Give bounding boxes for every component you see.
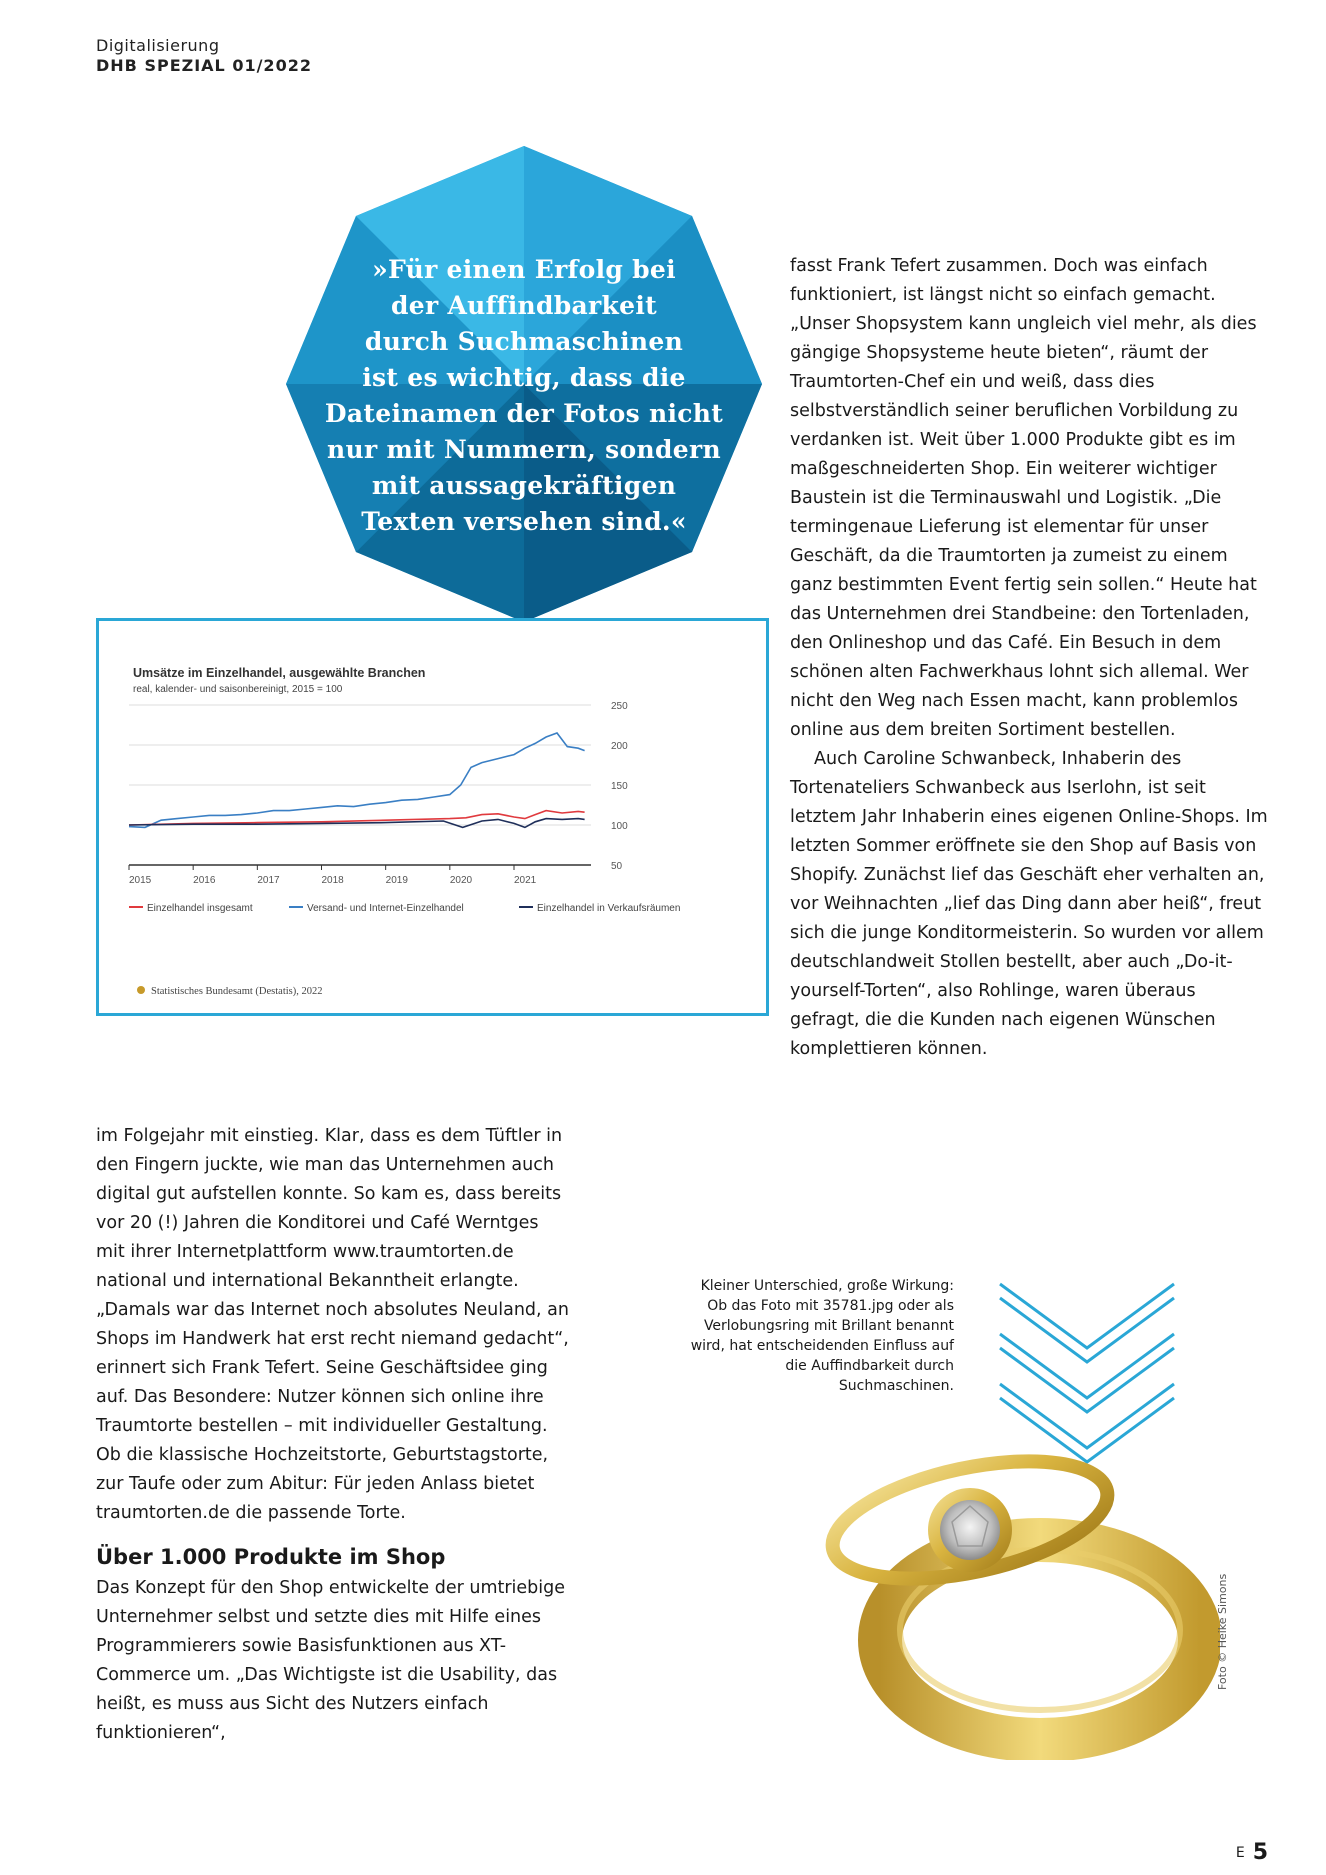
y-tick-label: 200 bbox=[611, 741, 628, 752]
legend-label: Versand- und Internet-Einzelhandel bbox=[307, 903, 464, 914]
quote-line: mit aussagekräftigen bbox=[371, 471, 677, 500]
x-tick-label: 2021 bbox=[514, 875, 537, 886]
chart-series bbox=[129, 733, 585, 827]
chart-y-ticks bbox=[611, 701, 628, 872]
legend-label: Einzelhandel in Verkaufsräumen bbox=[537, 903, 681, 914]
pull-quote bbox=[316, 252, 732, 540]
chart-gridlines bbox=[129, 705, 591, 865]
quote-line: »Für einen Erfolg bei bbox=[372, 255, 676, 284]
x-tick-label: 2020 bbox=[449, 875, 473, 886]
chart-title: Umsätze im Einzelhandel, ausgewählte Branchen bbox=[133, 666, 426, 680]
chart-subtitle: real, kalender- und saisonbereinigt, 2015 = 100 bbox=[133, 684, 343, 695]
y-tick-label: 150 bbox=[611, 781, 628, 792]
article-right-column bbox=[790, 252, 1270, 1064]
page-number bbox=[1236, 1840, 1268, 1865]
destatis-logo-icon bbox=[137, 986, 145, 994]
series-line bbox=[129, 733, 585, 827]
issue-label: DHB SPEZIAL 01/2022 bbox=[96, 56, 312, 75]
page-number-value: 5 bbox=[1252, 1840, 1268, 1865]
retail-sales-chart bbox=[96, 618, 769, 1016]
article-left-column-2 bbox=[96, 1542, 570, 1748]
chart-source: Statistisches Bundesamt (Destatis), 2022 bbox=[151, 986, 323, 997]
quote-line: Texten versehen sind.« bbox=[361, 507, 687, 536]
quote-line: nur mit Nummern, sondern bbox=[327, 435, 721, 464]
quote-line: ist es wichtig, dass die bbox=[362, 363, 686, 392]
page-marker: E bbox=[1235, 1845, 1245, 1861]
photo-caption: Kleiner Unterschied, große Wirkung: Ob das Foto mit 35781.jpg oder als Verlobungsring mit Brillant benannt wird, hat entscheidenden Einfluss auf die Auffindbarkeit durch Suchmaschinen. bbox=[690, 1278, 954, 1394]
paragraph: fasst Frank Tefert zusammen. Doch was einfach funktioniert, ist längst nicht so einfach gemacht. „Unser Shopsystem kann ungleich viel mehr, als dies gängige Shopsysteme heute bieten“, räumt der Traumtorten-Chef ein und weiß, dass dies selbstverständlich seiner beruflichen Vorbildung zu verdanken ist. Weit über 1.000 Produkte gibt es im maßgeschneiderten Shop. Ein weiterer wichtiger Baustein ist die Terminauswahl und Logistik. „Die termingenaue Lieferung ist elementar für unser Geschäft, da die Traumtorten ja zumeist zu einem ganz bestimmten Event fertig sein sollen.“ Heute hat das Unternehmen drei Standbeine: den Tortenladen, den Onlineshop und das Café. Ein Besuch in dem schönen alten Fachwerkhaus lohnt sich allemal. Wer nicht den Weg nach Essen macht, kann problemlos online aus dem breiten Sortiment bestellen. bbox=[790, 256, 1257, 740]
chart-legend bbox=[129, 903, 680, 914]
x-tick-label: 2019 bbox=[385, 875, 408, 886]
x-tick-label: 2016 bbox=[193, 875, 216, 886]
photo-credit: Foto © Heike Simons bbox=[1216, 1573, 1229, 1690]
page-header bbox=[96, 36, 312, 76]
x-tick-label: 2015 bbox=[129, 875, 152, 886]
chart-svg bbox=[99, 621, 766, 1013]
y-tick-label: 100 bbox=[611, 821, 628, 832]
rings-photo bbox=[790, 1430, 1220, 1760]
quote-line: durch Suchmaschinen bbox=[364, 327, 684, 356]
y-tick-label: 50 bbox=[611, 861, 623, 872]
subheading: Über 1.000 Produkte im Shop bbox=[96, 1545, 446, 1569]
chart-x-ticks bbox=[129, 865, 537, 886]
quote-line: der Auffindbarkeit bbox=[390, 291, 658, 320]
article-left-column bbox=[96, 1122, 570, 1528]
paragraph: Das Konzept für den Shop entwickelte der umtriebige Unternehmer selbst und setzte dies mit Hilfe eines Programmierers sowie Basisfunktionen aus XT-Commerce um. „Das Wichtigste ist die Usability, das heißt, es muss aus Sicht des Nutzers einfach funktionieren“, bbox=[96, 1578, 566, 1743]
paragraph: Auch Caroline Schwanbeck, Inhaberin des Tortenateliers Schwanbeck aus Iserlohn, ist seit letztem Jahr Inhaberin eines eigenen Online-Shops. Im letzten Sommer eröffnete sie den Shop auf Basis von Shopify. Zunächst lief das Geschäft eher verhalten an, vor Weihnachten „lief das Ding dann aber heiß“, freut sich die junge Konditormeisterin. So wurden vor allem deutschlandweit Stollen bestellt, aber auch „Do-it-yourself-Torten“, also Rohlinge, waren überaus gefragt, die die Kunden nach eigenen Wünschen komplettieren können. bbox=[790, 749, 1268, 1059]
x-tick-label: 2017 bbox=[257, 875, 280, 886]
quote-line: Dateinamen der Fotos nicht bbox=[324, 399, 724, 428]
y-tick-label: 250 bbox=[611, 701, 628, 712]
section-label: Digitalisierung bbox=[96, 36, 220, 55]
legend-label: Einzelhandel insgesamt bbox=[147, 903, 253, 914]
paragraph: im Folgejahr mit einstieg. Klar, dass es dem Tüftler in den Fingern juckte, wie man das Unternehmen auch digital gut aufstellen konnte. So kam es, dass bereits vor 20 (!) Jahren die Konditorei und Café Werntges mit ihrer Internetplattform www.traumtorten.de national und international Bekanntheit erlangte. „Damals war das Internet noch absolutes Neuland, an Shops im Handwerk hat erst recht niemand gedacht“, erinnert sich Frank Tefert. Seine Geschäftsidee ging auf. Das Besondere: Nutzer können sich online ihre Traumtorte bestellen – mit individueller Gestaltung. Ob die klassische Hochzeitstorte, Geburtstagstorte, zur Taufe oder zum Abitur: Für jeden Anlass bietet traumtorten.de die passende Torte. bbox=[96, 1126, 569, 1523]
x-tick-label: 2018 bbox=[321, 875, 344, 886]
